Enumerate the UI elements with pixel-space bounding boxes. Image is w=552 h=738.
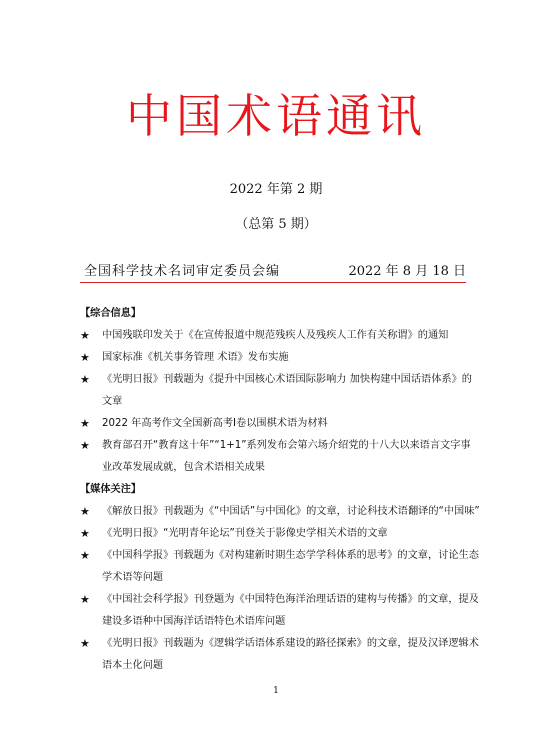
list-item-text: 《中国科学报》刊载题为《对构建新时期生态学学科体系的思考》的文章，讨论生态学术语等问题 <box>102 550 479 583</box>
star-bullet-icon: ★ <box>80 527 90 540</box>
star-bullet-icon: ★ <box>80 637 90 650</box>
list-item <box>80 589 480 633</box>
list-item-text: 教育部召开“教育这十年”“1+1”系列发布会第六场介绍党的十八大以来语言文字事业改革发展成就，包含术语相关成果 <box>102 440 471 473</box>
page-number: 1 <box>273 686 279 696</box>
star-bullet-icon: ★ <box>80 329 90 342</box>
list-item <box>80 633 480 677</box>
star-bullet-icon: ★ <box>80 505 90 518</box>
list-item-text: 《光明日报》刊载题为《提升中国核心术语国际影响力 加快构建中国话语体系》的文章 <box>102 374 472 407</box>
list-item <box>80 347 480 369</box>
list-item-text: 《中国社会科学报》刊登题为《中国特色海洋治理话语的建构与传播》的文章，提及建设多语种中国海洋话语特色术语库问题 <box>102 594 479 627</box>
list-item <box>80 413 480 435</box>
star-bullet-icon: ★ <box>80 439 90 452</box>
star-bullet-icon: ★ <box>80 593 90 606</box>
list-item <box>80 545 480 589</box>
list-item-text: 《光明日报》刊载题为《逻辑学话语体系建设的路径探索》的文章，提及汉译逻辑术语本土化问题 <box>102 638 479 671</box>
list-item <box>80 523 480 545</box>
section-heading: 【综合信息】 <box>80 308 142 319</box>
list-item-text: 2022 年高考作文全国新高考Ⅰ卷以围棋术语为材料 <box>102 418 328 429</box>
list-item-text: 《解放日报》刊载题为《“中国话”与中国化》的文章，讨论科技术语翻译的“中国味” <box>102 506 480 517</box>
list-item-text: 《光明日报》“光明青年论坛”刊登关于影像史学相关术语的文章 <box>102 528 388 539</box>
star-bullet-icon: ★ <box>80 351 90 364</box>
section-general-info <box>80 303 480 479</box>
newsletter-title: 中国术语通讯 <box>126 89 426 143</box>
header-divider <box>80 282 466 283</box>
contents-list <box>80 303 480 677</box>
list-item <box>80 435 480 479</box>
list-item <box>80 369 480 413</box>
issue-number: 2022 年第 2 期 <box>229 182 323 197</box>
list-item-text: 中国残联印发关于《在宣传报道中规范残疾人及残疾人工作有关称谓》的通知 <box>102 330 449 341</box>
total-issue-number: （总第 5 期） <box>235 217 317 232</box>
star-bullet-icon: ★ <box>80 549 90 562</box>
star-bullet-icon: ★ <box>80 373 90 386</box>
publish-date: 2022 年 8 月 18 日 <box>348 264 466 279</box>
list-item <box>80 325 480 347</box>
section-heading: 【媒体关注】 <box>80 484 142 495</box>
list-item-text: 国家标准《机关事务管理 术语》发布实施 <box>102 352 289 363</box>
list-item <box>80 501 480 523</box>
editor-line: 全国科学技术名词审定委员会编 <box>84 264 281 279</box>
section-media-focus <box>80 479 480 677</box>
star-bullet-icon: ★ <box>80 417 90 430</box>
